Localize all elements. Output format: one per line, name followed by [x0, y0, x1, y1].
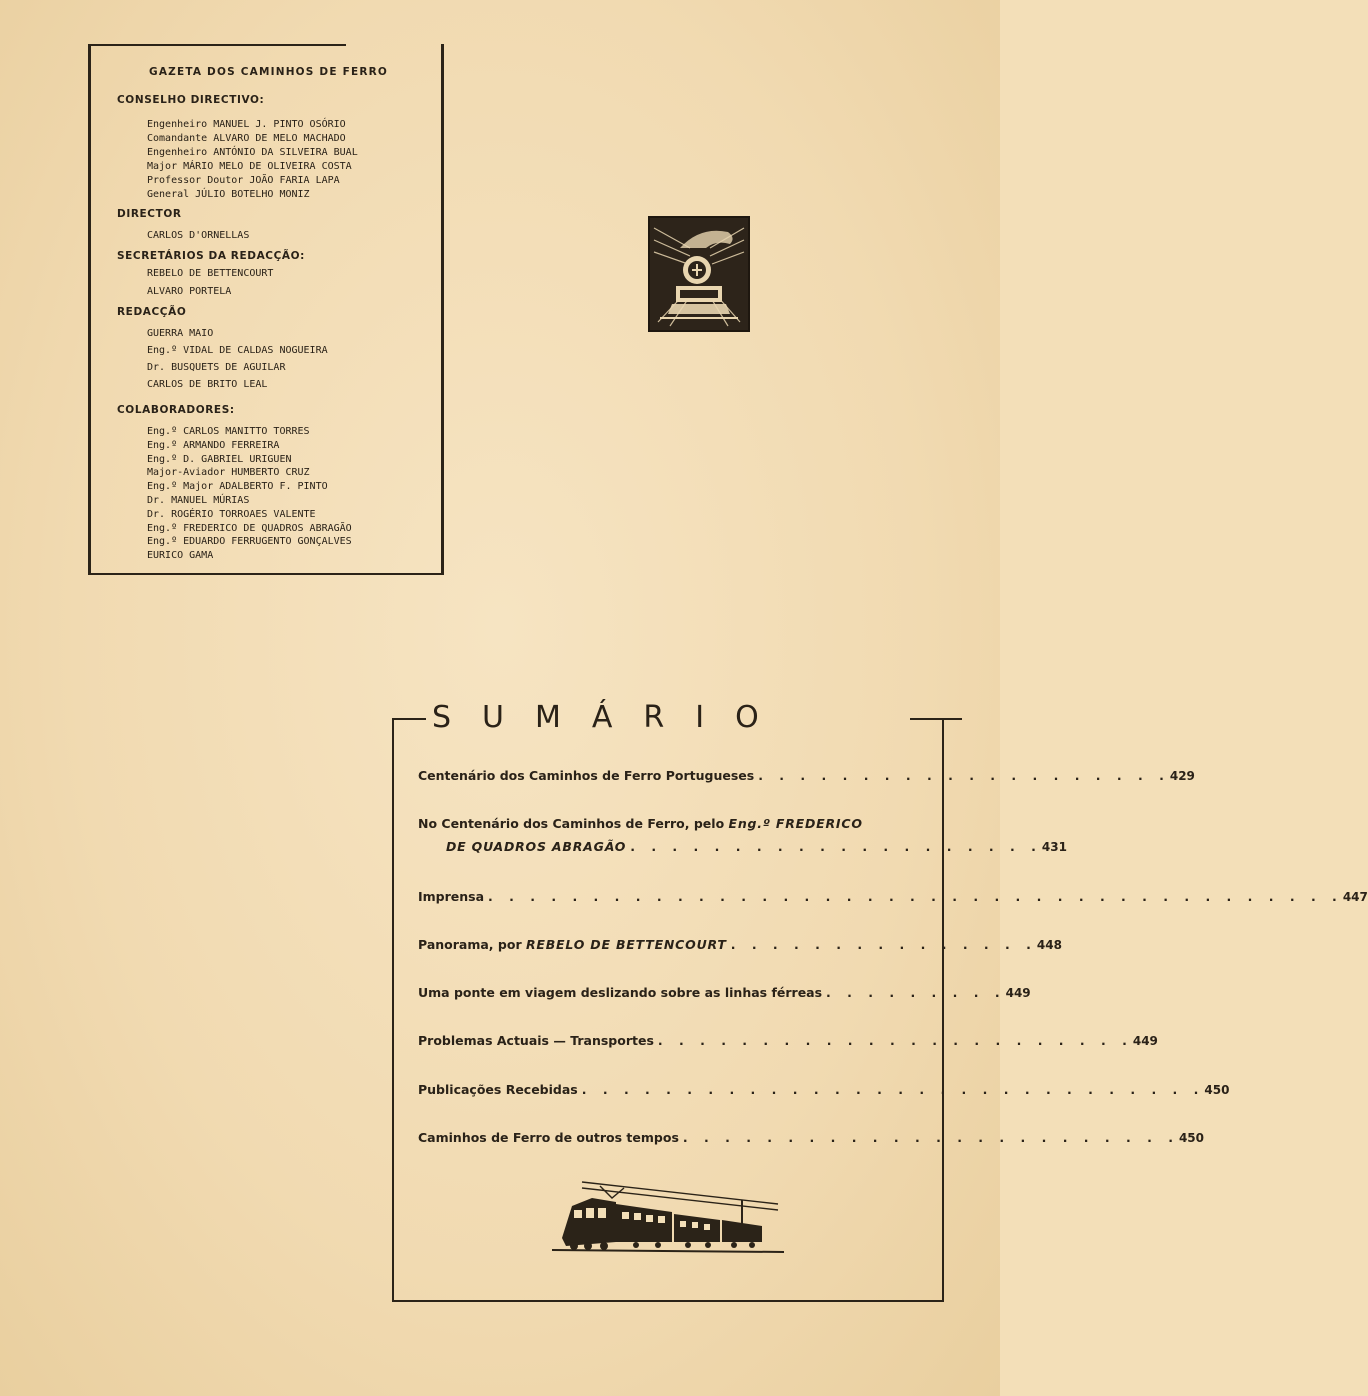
- list-item: Dr. BUSQUETS DE AGUILAR: [147, 362, 286, 373]
- secretarios-list: [147, 267, 273, 299]
- list-item: General JÚLIO BOTELHO MONIZ: [147, 189, 310, 200]
- list-item: Eng.º FREDERICO DE QUADROS ABRAGÃO: [147, 522, 352, 534]
- list-item: Engenheiro ANTÓNIO DA SILVEIRA BUAL: [147, 147, 358, 158]
- list-item: Major MÁRIO MELO DE OLIVEIRA COSTA: [147, 161, 352, 172]
- masthead-bottom-rule: [88, 573, 444, 575]
- list-item: Eng.º ARMANDO FERREIRA: [147, 439, 280, 451]
- toc-entry-title: No Centenário dos Caminhos de Ferro, pelo: [418, 816, 725, 831]
- secretarios-heading: SECRETÁRIOS DA REDACÇÃO:: [117, 250, 305, 262]
- list-item: CARLOS DE BRITO LEAL: [147, 379, 268, 390]
- toc-entry-title: Centenário dos Caminhos de Ferro Portugueses: [418, 768, 755, 783]
- toc-entry-page: 447: [1342, 890, 1368, 904]
- colaboradores-heading: COLABORADORES:: [117, 404, 235, 416]
- conselho-heading: CONSELHO DIRECTIVO:: [117, 94, 265, 106]
- toc-entry: [418, 768, 1195, 783]
- toc-entry-page: 431: [1041, 840, 1067, 854]
- toc-entry: [418, 889, 1368, 904]
- masthead-title: GAZETA DOS CAMINHOS DE FERRO: [149, 66, 389, 78]
- toc-entry: [418, 985, 1031, 1000]
- list-item: Engenheiro MANUEL J. PINTO OSÓRIO: [147, 119, 346, 130]
- list-item: EURICO GAMA: [147, 550, 214, 562]
- list-item: Professor Doutor JOÃO FARIA LAPA: [147, 175, 340, 186]
- list-item: ALVARO PORTELA: [147, 286, 232, 297]
- electric-train-icon: [552, 1176, 784, 1258]
- toc-entry: [418, 1033, 1158, 1048]
- conselho-list: [147, 118, 358, 202]
- list-item: Major-Aviador HUMBERTO CRUZ: [147, 467, 310, 479]
- leader-dots: . . . . . . . . . . . . . . . . . . . . . . .: [657, 1033, 1133, 1048]
- leader-dots: . . . . . . . . . . . . . . . . . . . . . . . . . . . . . .: [581, 1082, 1205, 1097]
- locomotive-vignette-icon: [648, 216, 750, 332]
- toc-entry: [418, 1130, 1205, 1145]
- toc-entry-page: 448: [1036, 938, 1062, 952]
- toc-entry: [418, 937, 1062, 952]
- toc-entry-author: Eng.º FREDERICO: [728, 816, 863, 831]
- list-item: Eng.º VIDAL DE CALDAS NOGUEIRA: [147, 345, 328, 356]
- list-item: Dr. MANUEL MÚRIAS: [147, 494, 250, 506]
- toc-entry-title: Problemas Actuais — Transportes: [418, 1033, 654, 1048]
- list-item: Eng.º Major ADALBERTO F. PINTO: [147, 481, 328, 493]
- list-item: Eng.º EDUARDO FERRUGENTO GONÇALVES: [147, 536, 352, 548]
- list-item: Comandante ALVARO DE MELO MACHADO: [147, 133, 346, 144]
- leader-dots: . . . . . . . . . . . . . . .: [730, 937, 1037, 952]
- list-item: Eng.º CARLOS MANITTO TORRES: [147, 426, 310, 437]
- toc-entry: [418, 1082, 1230, 1097]
- toc-entry-title: Uma ponte em viagem deslizando sobre as linhas férreas: [418, 985, 823, 1000]
- redaccao-list: [147, 327, 328, 392]
- toc-entry-title: Caminhos de Ferro de outros tempos: [418, 1130, 679, 1145]
- director-list: [147, 229, 249, 243]
- toc-entry-page: 450: [1204, 1083, 1230, 1097]
- toc-entry-author: REBELO DE BETTENCOURT: [525, 937, 727, 952]
- sumario-title: SUMÁRIO: [432, 700, 790, 735]
- toc-entry-page: 429: [1169, 769, 1195, 783]
- toc-entry: [418, 816, 1067, 854]
- list-item: CARLOS D'ORNELLAS: [147, 230, 250, 241]
- leader-dots: . . . . . . . . . . . . . . . . . . . .: [758, 768, 1170, 783]
- list-item: Dr. ROGÉRIO TORROAES VALENTE: [147, 508, 316, 520]
- leader-dots: . . . . . . . . . . . . . . . . . . . . . . . .: [682, 1130, 1179, 1145]
- list-item: REBELO DE BETTENCOURT: [147, 268, 274, 279]
- toc-entry-title: Publicações Recebidas: [418, 1082, 578, 1097]
- toc-entry-page: 450: [1178, 1131, 1205, 1145]
- director-heading: DIRECTOR: [117, 208, 182, 220]
- leader-dots: . . . . . . . . . . . . . . . . . . . . . . . . . . . . . . . . . . . . . . . . .: [488, 889, 1343, 904]
- toc-entry-title: Panorama, por: [418, 937, 522, 952]
- masthead-top-rule: [88, 44, 346, 46]
- redaccao-heading: REDACÇÃO: [117, 306, 187, 318]
- toc-entry-page: 449: [1005, 986, 1031, 1000]
- colaboradores-list: [147, 425, 352, 563]
- toc-entry-author: DE QUADROS ABRAGÃO: [446, 839, 627, 854]
- toc-entry-title: Imprensa: [418, 889, 485, 904]
- list-item: GUERRA MAIO: [147, 328, 214, 339]
- masthead-box: [88, 44, 444, 575]
- leader-dots: . . . . . . . . .: [826, 985, 1006, 1000]
- leader-dots: . . . . . . . . . . . . . . . . . . . .: [630, 839, 1042, 854]
- toc-entry-page: 449: [1132, 1034, 1158, 1048]
- list-item: Eng.º D. GABRIEL URIGUEN: [147, 453, 292, 465]
